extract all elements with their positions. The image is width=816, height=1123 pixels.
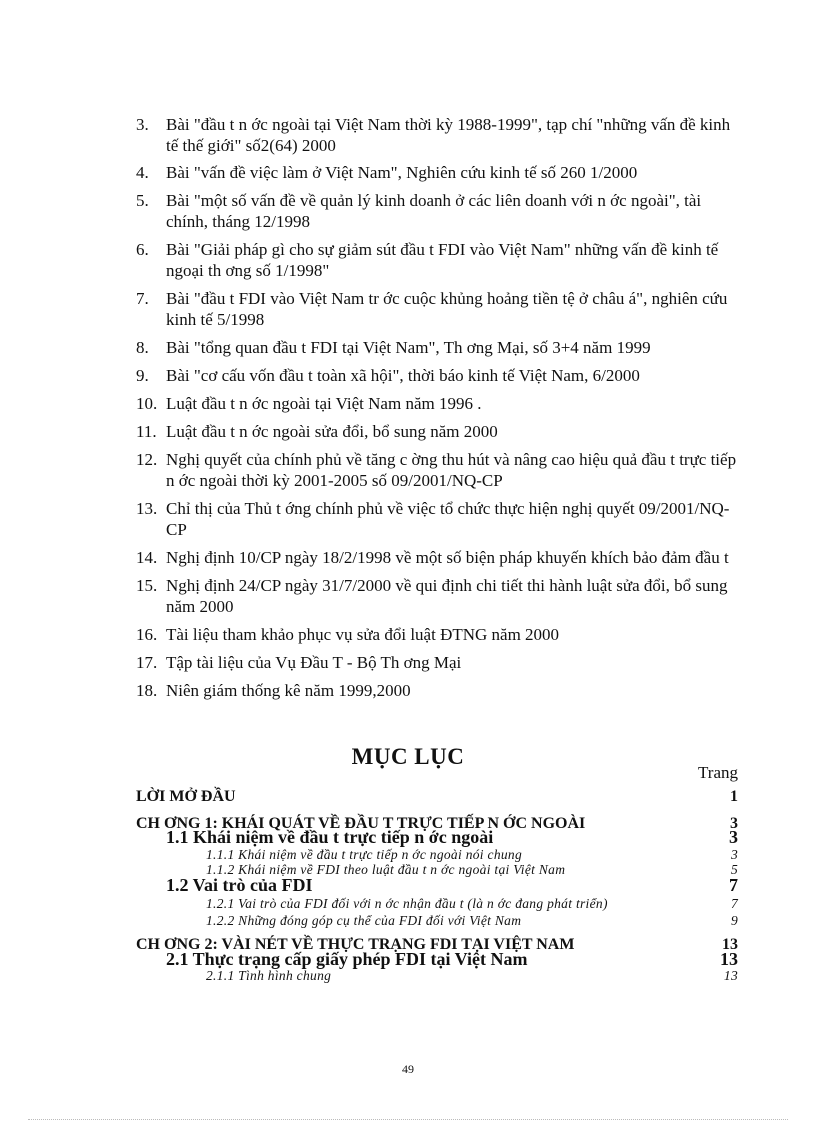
toc-entry[interactable]	[136, 951, 738, 968]
toc-entry-label: 1.2 Vai trò của FDI	[166, 875, 313, 895]
toc-entry[interactable]	[136, 847, 738, 862]
toc-entry-label: CH ƠNG 1: KHÁI QUÁT VỀ ĐẦU T TRỰC TIẾP N ỚC NGOÀI	[136, 815, 586, 832]
reference-item	[136, 162, 746, 183]
reference-number: 13.	[136, 499, 158, 518]
toc-entry-page: 3	[730, 815, 738, 832]
page-number: 49	[402, 1062, 414, 1076]
toc-entry-label: CH ƠNG 2: VÀI NÉT VỀ THỰC TRẠNG FDI TẠI VIỆT NAM	[136, 936, 575, 953]
toc-entry-label: 2.1.1 Tình hình chung	[206, 968, 332, 983]
reference-number: 10.	[136, 394, 158, 413]
reference-item	[136, 393, 746, 414]
reference-text: Bài "một số vấn đề về quản lý kinh doanh ở các liên doanh với n ớc ngoài", tài chính, tháng 12/1998	[166, 191, 702, 231]
toc-entry-label: 2.1 Thực trạng cấp giấy phép FDI tại Việt Nam	[166, 949, 528, 969]
reference-item	[136, 575, 746, 617]
reference-item	[136, 190, 746, 232]
reference-number: 6.	[136, 240, 149, 259]
toc-entry[interactable]	[136, 968, 738, 983]
toc-entry[interactable]	[136, 829, 738, 846]
toc-title: MỤC LỤC	[351, 744, 465, 769]
reference-item	[136, 288, 746, 330]
toc-entry[interactable]	[136, 896, 738, 911]
reference-text: Niên giám thống kê năm 1999,2000	[166, 681, 411, 700]
toc-page-column-header: Trang	[698, 763, 738, 782]
reference-number: 15.	[136, 576, 158, 595]
table-of-contents	[136, 788, 738, 983]
reference-text: Nghị định 10/CP ngày 18/2/1998 về một số biện pháp khuyến khích bảo đảm đầu t	[166, 548, 729, 567]
toc-entry-label: 1.1.2 Khái niệm về FDI theo luật đầu t n ớc ngoài tại Việt Nam	[206, 862, 566, 877]
reference-text: Tập tài liệu của Vụ Đầu T - Bộ Th ơng Mại	[166, 653, 462, 672]
toc-entry-label: 1.2.2 Những đóng góp cụ thể của FDI đối với Việt Nam	[206, 913, 522, 928]
reference-text: Nghị định 24/CP ngày 31/7/2000 về qui định chi tiết thi hành luật sửa đổi, bổ sung năm 2000	[166, 576, 728, 616]
toc-entry-page: 7	[729, 875, 738, 895]
reference-item	[136, 449, 746, 491]
reference-item	[136, 337, 746, 358]
reference-text: Bài "đầu t FDI vào Việt Nam tr ớc cuộc khủng hoảng tiền tệ ở châu á", nghiên cứu kinh tế 5/1998	[166, 289, 728, 329]
toc-entry-page: 5	[730, 862, 738, 877]
toc-entry[interactable]	[136, 913, 738, 928]
reference-list	[136, 114, 746, 701]
toc-entry-label: 1.1 Khái niệm về đầu t trực tiếp n ớc ngoài	[166, 827, 494, 847]
toc-entry-page: 7	[730, 896, 738, 911]
reference-text: Bài "đầu t n ớc ngoài tại Việt Nam thời kỳ 1988-1999", tạp chí "những vấn đề kinh tế thế giới" số2(64) 2000	[166, 115, 731, 155]
reference-text: Luật đầu t n ớc ngoài sửa đổi, bổ sung năm 2000	[166, 422, 498, 441]
toc-entry-page: 9	[730, 913, 738, 928]
reference-number: 18.	[136, 681, 158, 700]
reference-text: Bài "cơ cấu vốn đầu t toàn xã hội", thời báo kinh tế Việt Nam, 6/2000	[166, 366, 640, 385]
toc-entry-page: 1	[730, 788, 738, 805]
reference-text: Nghị quyết của chính phủ về tăng c ờng thu hút và nâng cao hiệu quả đầu t trực tiếp n ớc ngoài thời kỳ 2001-2005 số 09/2001/NQ-CP	[166, 450, 737, 490]
reference-item	[136, 624, 746, 645]
reference-item	[136, 421, 746, 442]
toc-entry-page: 3	[730, 847, 738, 862]
toc-entry-page: 13	[722, 936, 738, 953]
reference-item	[136, 547, 746, 568]
reference-number: 16.	[136, 625, 158, 644]
reference-number: 5.	[136, 191, 149, 210]
reference-number: 7.	[136, 289, 149, 308]
reference-item	[136, 680, 746, 701]
reference-number: 14.	[136, 548, 158, 567]
reference-text: Bài "tổng quan đầu t FDI tại Việt Nam", Th ơng Mại, số 3+4 năm 1999	[166, 338, 651, 357]
toc-entry-label: 1.1.1 Khái niệm về đầu t trực tiếp n ớc ngoài nói chung	[206, 847, 523, 862]
toc-entry-page: 13	[723, 968, 738, 983]
toc-entry-page: 3	[729, 827, 738, 847]
reference-number: 11.	[136, 422, 157, 441]
reference-text: Tài liệu tham khảo phục vụ sửa đổi luật ĐTNG năm 2000	[166, 625, 560, 644]
reference-number: 8.	[136, 338, 149, 357]
reference-item	[136, 239, 746, 281]
reference-item	[136, 114, 746, 156]
toc-entry[interactable]	[136, 877, 738, 894]
page-bottom-divider	[28, 1119, 788, 1120]
toc-entry-label: 1.2.1 Vai trò của FDI đối với n ớc nhận đầu t (là n ớc đang phát triển)	[206, 896, 608, 911]
reference-text: Bài "vấn đề việc làm ở Việt Nam", Nghiên cứu kinh tế số 260 1/2000	[166, 163, 638, 182]
toc-entry-label: LỜI MỞ ĐẦU	[136, 788, 236, 805]
reference-text: Chỉ thị của Thủ t ớng chính phủ về việc tổ chức thực hiện nghị quyết 09/2001/NQ-CP	[166, 499, 730, 539]
reference-item	[136, 498, 746, 540]
reference-number: 9.	[136, 366, 149, 385]
reference-text: Luật đầu t n ớc ngoài tại Việt Nam năm 1996 .	[166, 394, 482, 413]
toc-entry[interactable]	[136, 788, 738, 805]
reference-number: 4.	[136, 163, 149, 182]
toc-entry-page: 13	[720, 949, 738, 969]
reference-text: Bài "Giải pháp gì cho sự giảm sút đầu t FDI vào Việt Nam" những vấn đề kinh tế ngoại th ơng số 1/1998"	[166, 240, 719, 280]
reference-item	[136, 365, 746, 386]
reference-number: 17.	[136, 653, 158, 672]
reference-number: 12.	[136, 450, 158, 469]
reference-number: 3.	[136, 115, 149, 134]
reference-item	[136, 652, 746, 673]
